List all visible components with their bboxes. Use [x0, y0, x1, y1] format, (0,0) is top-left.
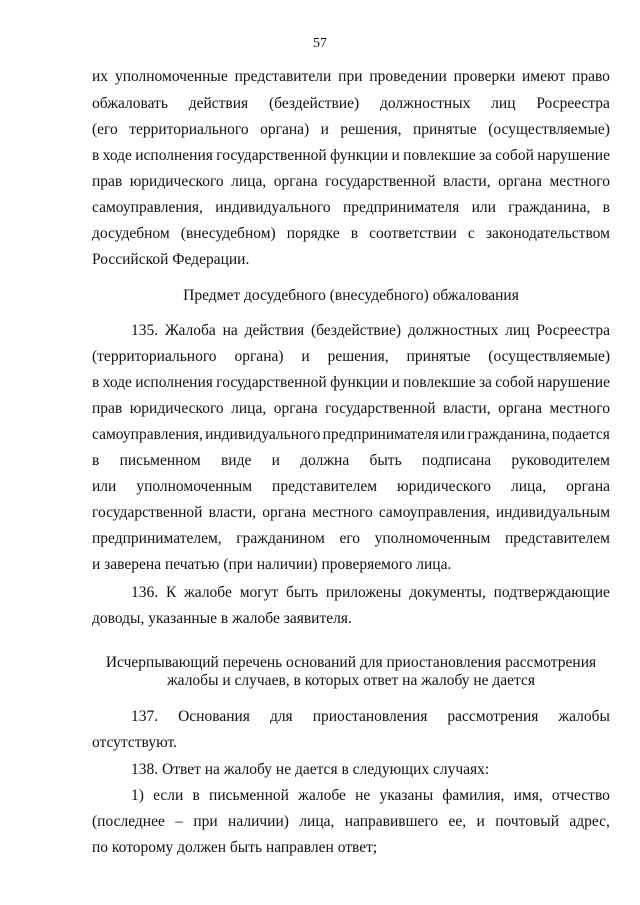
intro-line: их уполномоченные представители при проведении проверки имеют право: [92, 68, 610, 85]
paragraph-135-line: самоуправления, индивидуального предпринимателя или гражданина, подается: [92, 426, 610, 443]
intro-line: (его территориального органа) и решения, принятые (осуществляемые): [92, 121, 610, 138]
paragraph-135-line: или уполномоченным представителем юридического лица, органа: [92, 478, 610, 495]
paragraph-135-line: предпринимателем, гражданином его уполномоченным представителем: [92, 530, 610, 547]
paragraph-136-line: доводы, указанные в жалобе заявителя.: [92, 610, 352, 627]
paragraph-135-line: в письменном виде и должна быть подписана руководителем: [92, 452, 610, 469]
list-item-1-line: по которому должен быть направлен ответ;: [92, 839, 378, 856]
section-heading: Исчерпывающий перечень оснований для приостановления рассмотрения: [105, 654, 597, 671]
paragraph-137-line: отсутствуют.: [92, 734, 177, 751]
intro-line: прав юридического лица, органа государственной власти, органа местного: [92, 173, 610, 190]
intro-line: досудебном (внесудебном) порядке в соответствии с законодательством: [92, 225, 610, 242]
intro-line: Российской Федерации.: [92, 251, 250, 268]
section-heading: Предмет досудебного (внесудебного) обжалования: [183, 287, 519, 304]
list-item-1-line: (последнее – при наличии) лица, направившего ее, и почтовый адрес,: [92, 813, 610, 830]
paragraph-136-line: 136. К жалобе могут быть приложены документы, подтверждающие: [131, 584, 610, 601]
paragraph-137-line: 137. Основания для приостановления рассмотрения жалобы: [131, 708, 610, 725]
page-number: 57: [313, 36, 327, 51]
intro-line: обжаловать действия (бездействие) должностных лиц Росреестра: [92, 95, 610, 112]
section-heading: жалобы и случаев, в которых ответ на жалобу не дается: [166, 672, 536, 689]
paragraph-135-line: (территориального органа) и решения, принятые (осуществляемые): [92, 348, 610, 365]
intro-line: в ходе исполнения государственной функции и повлекшие за собой нарушение: [92, 147, 610, 164]
paragraph-135-line: 135. Жалоба на действия (бездействие) должностных лиц Росреестра: [131, 322, 610, 339]
paragraph-135-line: прав юридического лица, органа государственной власти, органа местного: [92, 400, 610, 417]
paragraph-135-line: в ходе исполнения государственной функции и повлекшие за собой нарушение: [92, 374, 610, 391]
intro-line: самоуправления, индивидуального предпринимателя или гражданина, в: [92, 199, 610, 216]
paragraph-138-line: 138. Ответ на жалобу не дается в следующих случаях:: [131, 761, 490, 778]
paragraph-135-line: и заверена печатью (при наличии) проверяемого лица.: [92, 556, 452, 573]
paragraph-135-line: государственной власти, органа местного самоуправления, индивидуальным: [92, 504, 610, 521]
list-item-1-line: 1) если в письменной жалобе не указаны фамилия, имя, отчество: [131, 787, 610, 804]
